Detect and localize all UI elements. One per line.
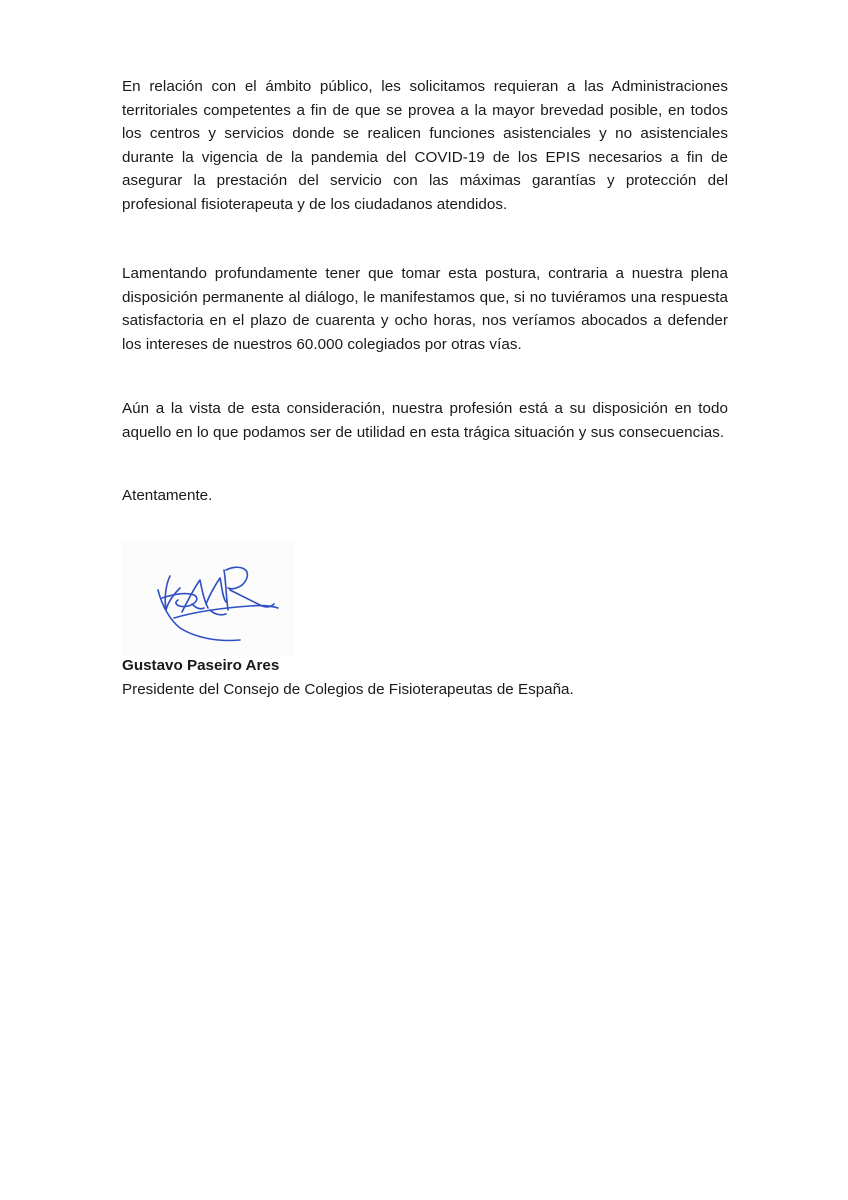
signer-name: Gustavo Paseiro Ares	[122, 657, 280, 674]
handwritten-signature	[122, 540, 294, 656]
signer-block	[122, 654, 574, 701]
paragraph-public-administrations: En relación con el ámbito público, les solicitamos requieran a las Administraciones territoriales competentes a fin de que se provea a la mayor brevedad posible, en todos los centros y servicios donde se realicen funciones asistenciales y no asistenciales durante la vigencia de la pandemia del COVID-19 de los EPIS necesarios a fin de asegurar la prestación del servicio con las máximas garantías y protección del profesional fisioterapeuta y de los ciudadanos atendidos.	[122, 78, 728, 213]
paragraph-disposition: Aún a la vista de esta consideración, nuestra profesión está a su disposición en todo aquello en lo que podamos ser de utilidad en esta trágica situación y sus consecuencias.	[122, 400, 728, 441]
closing-salutation: Atentamente.	[122, 487, 213, 504]
paragraph-ultimatum: Lamentando profundamente tener que tomar esta postura, contraria a nuestra plena disposición permanente al diálogo, le manifestamos que, si no tuviéramos una respuesta satisfactoria en el plazo de cuarenta y ocho horas, nos veríamos abocados a defender los intereses de nuestros 60.000 colegiados por otras vías.	[122, 265, 728, 353]
signer-title: Presidente del Consejo de Colegios de Fisioterapeutas de España.	[122, 680, 574, 698]
signature-drawing	[122, 540, 294, 656]
